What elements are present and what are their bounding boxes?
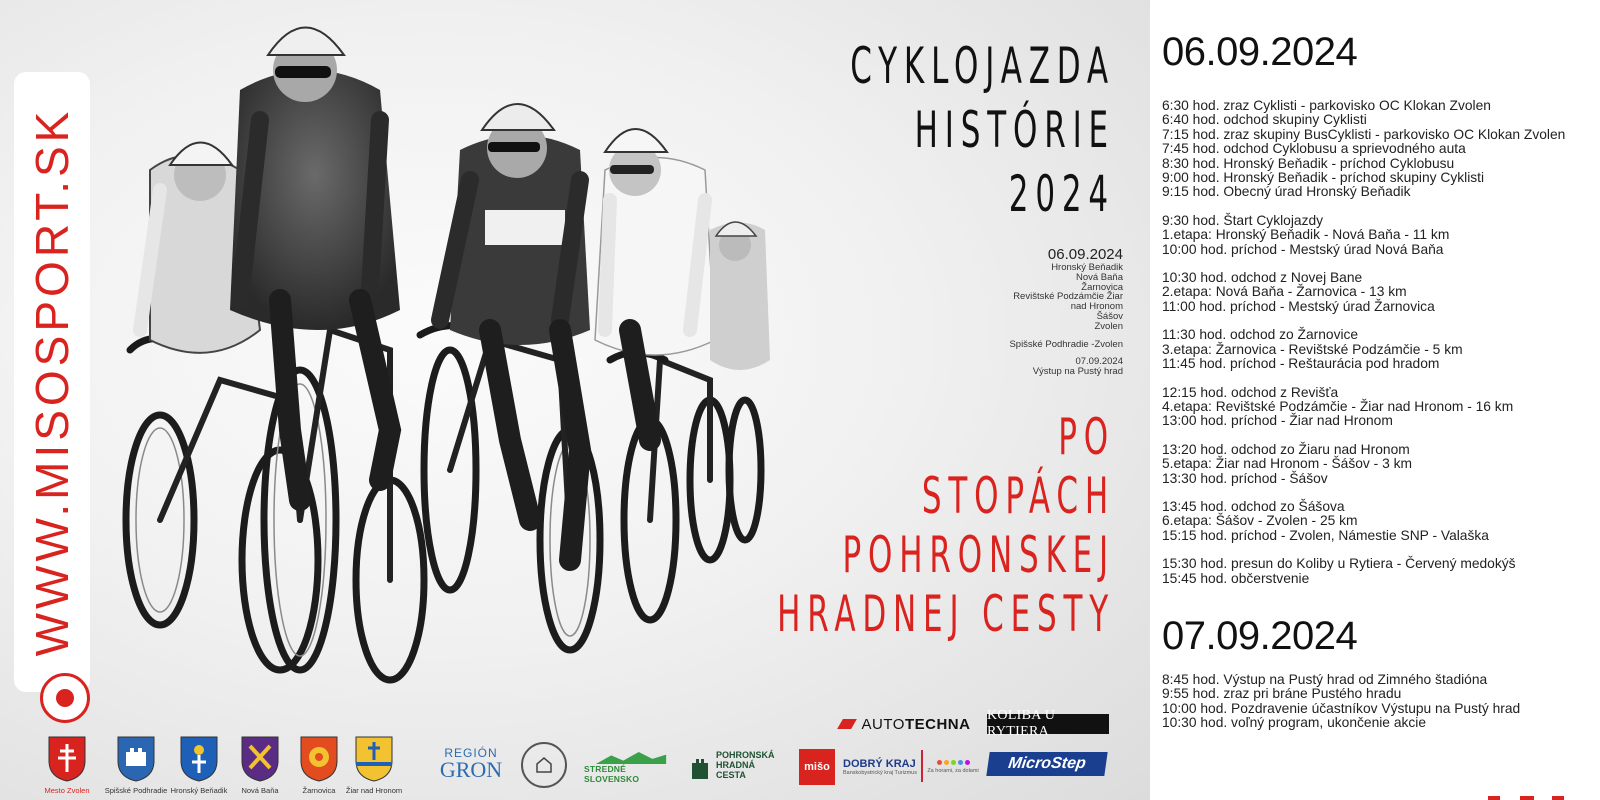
sponsor-region-gron[interactable] (432, 746, 510, 782)
sponsor-region-label-b: GRON (439, 757, 503, 782)
sponsor-dobry-label: DOBRÝ KRAJ (843, 757, 916, 770)
website-url[interactable]: WWW.MISOSPORT.SK (26, 107, 78, 657)
sponsor-region-label-a: REGIÓN (444, 746, 498, 760)
spisske-podhradie-crest-icon (117, 736, 155, 782)
schedule-gap (1162, 486, 1600, 500)
sponsor-pohronska-hradna-cesta[interactable] (689, 748, 777, 784)
route-date-1: 06.09.2024 (1047, 246, 1123, 263)
schedule-line: 12:15 hod. odchod z Revišťa (1162, 384, 1339, 400)
route-stop: nad Hronom (1070, 301, 1123, 313)
schedule-line: 9:15 hod. Obecný úrad Hronský Beňadik (1162, 184, 1411, 200)
route-stop: Nová Baňa (1075, 271, 1123, 283)
schedule-line: 3.etapa: Žarnovica - Revištské Podzámčie - 5 km (1162, 341, 1463, 357)
sponsor-stredne-label: STREDNÉ SLOVENSKO (584, 764, 640, 784)
subtitle-line-1: PO (1058, 408, 1115, 466)
sponsor-autotechna[interactable] (835, 714, 975, 734)
hills-icon (590, 752, 672, 764)
route-date-2-event: Výstup na Pustý hrad (1032, 366, 1123, 378)
schedule-date-2: 07.09.2024 (1162, 614, 1358, 658)
colorful-dots-icon (937, 760, 970, 765)
nova-bana-crest-icon (241, 736, 279, 782)
schedule-day-1 (1162, 30, 1600, 586)
route-stop: Revištské Podzámčie Žiar (1013, 291, 1123, 303)
route-summary (960, 246, 1123, 377)
sponsor-miso[interactable]: mišo (799, 749, 835, 785)
route-stop: Hronský Beňadik (1051, 262, 1123, 273)
sponsor-autotechna-a: AUTO (861, 715, 905, 733)
corner-mark (1488, 796, 1500, 800)
corner-mark (1552, 796, 1564, 800)
sponsor-zahorami-label: Za horami, za dolami (927, 768, 979, 774)
schedule-line: 6:40 hod. odchod skupiny Cyklisti (1162, 112, 1367, 128)
subtitle-line-3: POHRONSKEJ (842, 526, 1115, 584)
schedule-line: 9:30 hod. Štart Cyklojazdy (1162, 212, 1324, 228)
pohronske-muzeum-seal-icon (521, 742, 567, 788)
schedule-line: 9:00 hod. Hronský Beňadik - príchod skupiny Cyklisti (1162, 170, 1485, 186)
schedule-gap (1162, 429, 1600, 443)
schedule-gap (1162, 372, 1600, 386)
town-label: Žiar nad Hronom (345, 786, 403, 795)
sponsor-za-horami[interactable] (925, 752, 981, 782)
sponsor-microstep[interactable]: MicroStep (986, 752, 1107, 776)
schedule-gap (1162, 200, 1600, 214)
route-extra: Spišské Podhradie -Zvolen (1009, 338, 1123, 350)
schedule-line: 11:00 hod. príchod - Mestský úrad Žarnovica (1162, 298, 1435, 314)
schedule-line: 10:00 hod. príchod - Mestský úrad Nová Baňa (1162, 241, 1444, 257)
route-stop: Zvolen (1094, 320, 1123, 332)
town-label: Nová Baňa (241, 786, 279, 795)
schedule-line: 15:45 hod. občerstvenie (1162, 570, 1310, 586)
sponsor-dobry-kraj[interactable] (843, 752, 921, 782)
schedule-line: 4.etapa: Revištské Podzámčie - Žiar nad Hronom - 16 km (1162, 398, 1514, 414)
sponsor-hradna-label: POHRONSKÁ HRADNÁ CESTA (716, 750, 775, 780)
title-line-2: HISTÓRIE (914, 101, 1115, 159)
schedule-line: 9:55 hod. zraz pri bráne Pustého hradu (1162, 686, 1402, 702)
sponsor-stredne-slovensko[interactable] (584, 752, 678, 784)
town-label: Hronský Beňadik (170, 786, 228, 795)
schedule-line: 1.etapa: Hronský Beňadik - Nová Baňa - 11 km (1162, 227, 1450, 243)
zvolen-crest-icon (48, 736, 86, 782)
sponsor-koliba[interactable]: KOLIBA U RYTIERA (987, 714, 1109, 734)
corner-mark (1520, 796, 1534, 800)
town-label: Žarnovica (302, 786, 336, 795)
schedule-line: 2.etapa: Nová Baňa - Žarnovica - 13 km (1162, 284, 1407, 300)
town-label: Mesto Zvolen (44, 786, 90, 795)
event-title (850, 34, 1115, 226)
schedule-line: 13:30 hod. príchod - Šášov (1162, 470, 1328, 486)
title-line-1: CYKLOJAZDA (850, 37, 1115, 95)
cyklo-club-logo (40, 673, 90, 723)
schedule-line: 13:20 hod. odchod zo Žiaru nad Hronom (1162, 441, 1410, 457)
schedule-line: 15:15 hod. príchod - Zvolen, Námestie SNP - Valaška (1162, 527, 1489, 543)
schedule-line: 15:30 hod. presun do Koliby u Rytiera - Červený medokýš (1162, 556, 1516, 572)
castle-icon (689, 751, 711, 781)
schedule-line: 8:45 hod. Výstup na Pustý hrad od Zimného štadióna (1162, 672, 1488, 687)
cyclists-photo (90, 0, 810, 700)
route-stop: Žarnovica (1081, 281, 1123, 293)
sponsor-divider (921, 750, 923, 782)
schedule-line: 8:30 hod. Hronský Beňadik - príchod Cyklobusu (1162, 155, 1455, 171)
schedule-line: 7:15 hod. zraz skupiny BusCyklisti - parkovisko OC Klokan Zvolen (1162, 126, 1566, 142)
schedule-day-2 (1162, 614, 1600, 731)
hronsky-benadik-crest-icon (180, 736, 218, 782)
ziar-nad-hronom-crest-icon (355, 736, 393, 782)
schedule-line: 11:30 hod. odchod zo Žarnovice (1162, 327, 1359, 343)
sponsor-autotechna-b: TECHNA (904, 715, 971, 733)
schedule-line: 13:45 hod. odchod zo Šášova (1162, 498, 1345, 514)
schedule-line: 7:45 hod. odchod Cyklobusu a sprievodného auta (1162, 141, 1466, 157)
schedule-line: 10:30 hod. odchod z Novej Bane (1162, 270, 1363, 286)
schedule-line: 5.etapa: Žiar nad Hronom - Šášov - 3 km (1162, 456, 1412, 472)
event-subtitle (777, 408, 1115, 644)
sponsor-dobry-sub: Banskobystrický kraj Turizmus (843, 770, 917, 777)
schedule-date-1: 06.09.2024 (1162, 30, 1358, 74)
schedule-line: 11:45 hod. príchod - Reštaurácia pod hradom (1162, 356, 1440, 372)
schedule-gap (1162, 257, 1600, 271)
route-stop: Šášov (1096, 310, 1123, 322)
schedule-line: 10:30 hod. voľný program, ukončenie akcie (1162, 715, 1427, 731)
subtitle-line-4: HRADNEJ CESTY (777, 585, 1115, 643)
town-label: Spišské Podhradie (104, 786, 168, 795)
route-date-2: 07.09.2024 (1075, 356, 1123, 368)
subtitle-line-2: STOPÁCH (921, 467, 1115, 525)
schedule-line: 6.etapa: Šášov - Zvolen - 25 km (1162, 513, 1358, 529)
schedule-line: 13:00 hod. príchod - Žiar nad Hronom (1162, 413, 1393, 429)
schedule-line: 10:00 hod. Pozdravenie účastníkov Výstupu na Pustý hrad (1162, 700, 1521, 716)
zarnovica-crest-icon (300, 736, 338, 782)
schedule-line: 6:30 hod. zraz Cyklisti - parkovisko OC Klokan Zvolen (1162, 98, 1491, 113)
title-line-3: 2024 (1008, 165, 1115, 223)
